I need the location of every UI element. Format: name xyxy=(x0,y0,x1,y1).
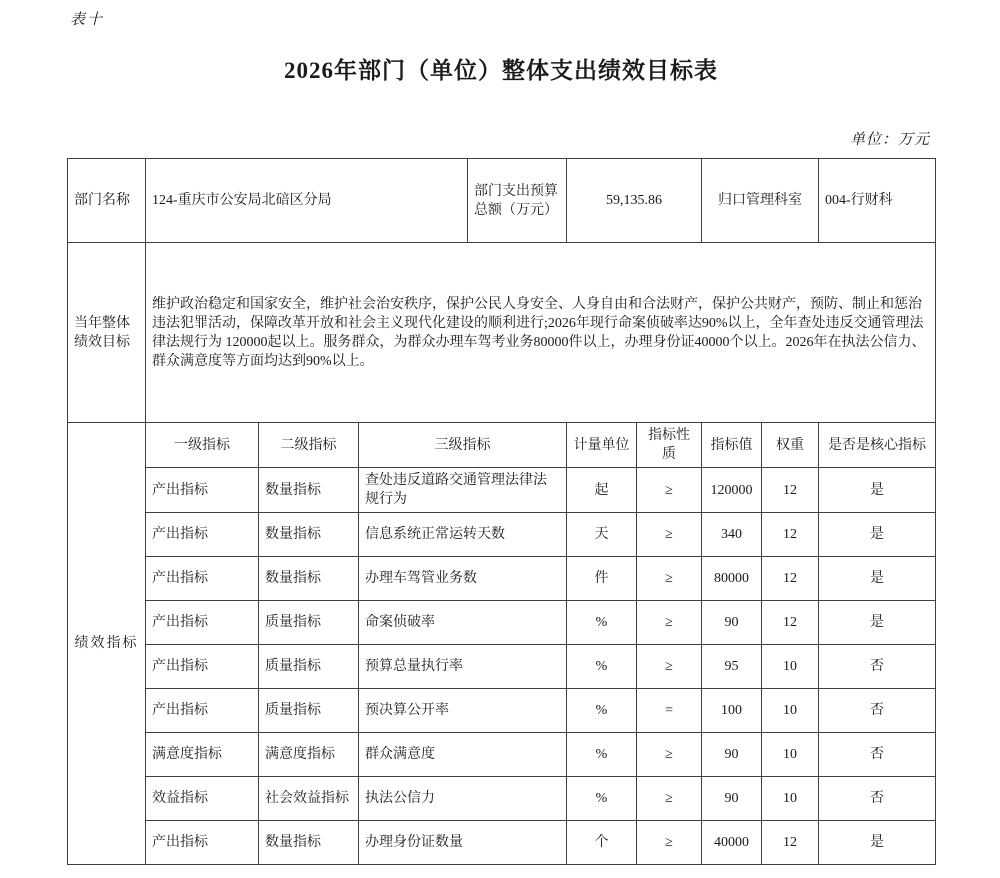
col-nature: ≥ xyxy=(637,468,702,513)
indicator-row xyxy=(68,557,936,601)
page-title: 2026年部门（单位）整体支出绩效目标表 xyxy=(284,58,718,83)
col-unit: % xyxy=(567,601,637,645)
col-core: 是 xyxy=(819,557,936,601)
indicator-row xyxy=(68,645,936,689)
col-core: 否 xyxy=(819,777,936,821)
indicator-row xyxy=(68,468,936,513)
annual-goal-row xyxy=(68,243,936,423)
header-core: 是否是核心指标 xyxy=(819,423,936,468)
col-level1: 产出指标 xyxy=(146,821,259,865)
header-level1: 一级指标 xyxy=(146,423,259,468)
header-unit: 计量单位 xyxy=(567,423,637,468)
col-core: 否 xyxy=(819,645,936,689)
col-level3: 信息系统正常运转天数 xyxy=(359,513,567,557)
col-core: 是 xyxy=(819,513,936,557)
col-weight: 12 xyxy=(762,513,819,557)
header-nature: 指标性质 xyxy=(637,423,702,468)
indicator-row xyxy=(68,821,936,865)
col-level2: 数量指标 xyxy=(259,557,359,601)
col-level2: 数量指标 xyxy=(259,821,359,865)
col-nature: = xyxy=(637,689,702,733)
col-level3: 执法公信力 xyxy=(359,777,567,821)
col-nature: ≥ xyxy=(637,513,702,557)
indicator-row xyxy=(68,733,936,777)
managing-office-value: 004-行财科 xyxy=(819,159,936,243)
unit-note: 单位：万元 xyxy=(849,132,930,148)
col-value: 340 xyxy=(702,513,762,557)
col-level3: 群众满意度 xyxy=(359,733,567,777)
col-value: 90 xyxy=(702,733,762,777)
col-unit: 起 xyxy=(567,468,637,513)
col-level1: 产出指标 xyxy=(146,513,259,557)
col-value: 120000 xyxy=(702,468,762,513)
col-level2: 社会效益指标 xyxy=(259,777,359,821)
col-unit: 个 xyxy=(567,821,637,865)
col-level1: 产出指标 xyxy=(146,689,259,733)
col-level1: 产出指标 xyxy=(146,557,259,601)
col-core: 是 xyxy=(819,468,936,513)
indicator-row xyxy=(68,601,936,645)
col-core: 否 xyxy=(819,733,936,777)
col-weight: 10 xyxy=(762,777,819,821)
col-weight: 12 xyxy=(762,601,819,645)
col-level2: 满意度指标 xyxy=(259,733,359,777)
col-unit: 件 xyxy=(567,557,637,601)
col-level3: 查处违反道路交通管理法律法规行为 xyxy=(359,468,567,513)
col-level2: 质量指标 xyxy=(259,601,359,645)
col-nature: ≥ xyxy=(637,557,702,601)
col-level3: 办理车驾管业务数 xyxy=(359,557,567,601)
header-value: 指标值 xyxy=(702,423,762,468)
col-value: 100 xyxy=(702,689,762,733)
col-level1: 效益指标 xyxy=(146,777,259,821)
col-core: 是 xyxy=(819,821,936,865)
col-level1: 产出指标 xyxy=(146,468,259,513)
col-level2: 质量指标 xyxy=(259,645,359,689)
col-level3: 办理身份证数量 xyxy=(359,821,567,865)
col-weight: 12 xyxy=(762,468,819,513)
annual-goal-label: 当年整体绩效目标 xyxy=(68,243,146,423)
col-level1: 产出指标 xyxy=(146,645,259,689)
performance-target-table xyxy=(67,158,936,865)
col-weight: 12 xyxy=(762,557,819,601)
indicator-row xyxy=(68,689,936,733)
col-unit: % xyxy=(567,689,637,733)
col-level3: 预算总量执行率 xyxy=(359,645,567,689)
header-weight: 权重 xyxy=(762,423,819,468)
col-weight: 12 xyxy=(762,821,819,865)
budget-total-value: 59,135.86 xyxy=(567,159,702,243)
indicator-row xyxy=(68,777,936,821)
department-info-row xyxy=(68,159,936,243)
col-unit: % xyxy=(567,733,637,777)
col-value: 90 xyxy=(702,601,762,645)
col-unit: % xyxy=(567,777,637,821)
department-name-value: 124-重庆市公安局北碚区分局 xyxy=(146,159,468,243)
indicator-header-row xyxy=(68,423,936,468)
indicator-section-label: 绩效指标 xyxy=(68,423,146,865)
col-value: 95 xyxy=(702,645,762,689)
col-level2: 质量指标 xyxy=(259,689,359,733)
col-nature: ≥ xyxy=(637,645,702,689)
col-core: 否 xyxy=(819,689,936,733)
col-level1: 产出指标 xyxy=(146,601,259,645)
col-level2: 数量指标 xyxy=(259,513,359,557)
col-weight: 10 xyxy=(762,689,819,733)
department-name-label: 部门名称 xyxy=(68,159,146,243)
col-weight: 10 xyxy=(762,645,819,689)
indicator-row xyxy=(68,513,936,557)
table-number-label: 表十 xyxy=(70,12,105,28)
col-nature: ≥ xyxy=(637,777,702,821)
col-level3: 命案侦破率 xyxy=(359,601,567,645)
col-level1: 满意度指标 xyxy=(146,733,259,777)
col-nature: ≥ xyxy=(637,601,702,645)
budget-total-label: 部门支出预算总额（万元） xyxy=(468,159,567,243)
header-level2: 二级指标 xyxy=(259,423,359,468)
col-core: 是 xyxy=(819,601,936,645)
col-unit: % xyxy=(567,645,637,689)
col-unit: 天 xyxy=(567,513,637,557)
col-level2: 数量指标 xyxy=(259,468,359,513)
col-value: 80000 xyxy=(702,557,762,601)
col-level3: 预决算公开率 xyxy=(359,689,567,733)
col-value: 40000 xyxy=(702,821,762,865)
header-level3: 三级指标 xyxy=(359,423,567,468)
managing-office-label: 归口管理科室 xyxy=(702,159,819,243)
col-nature: ≥ xyxy=(637,821,702,865)
col-value: 90 xyxy=(702,777,762,821)
col-nature: ≥ xyxy=(637,733,702,777)
col-weight: 10 xyxy=(762,733,819,777)
annual-goal-text: 维护政治稳定和国家安全，维护社会治安秩序，保护公民人身安全、人身自由和合法财产，保护公共财产，预防、制止和惩治违法犯罪活动，保障改革开放和社会主义现代化建设的顺利进行;2026年现行命案侦破率达90%以上，全年查处违反交通管理法律法规行为 120000起以上。服务群众，为群众办理车驾考业务80000件以上，办理身份证40000个以上。2026年在执法公信力、群众满意度等方面均达到90%以上。 xyxy=(146,243,936,423)
